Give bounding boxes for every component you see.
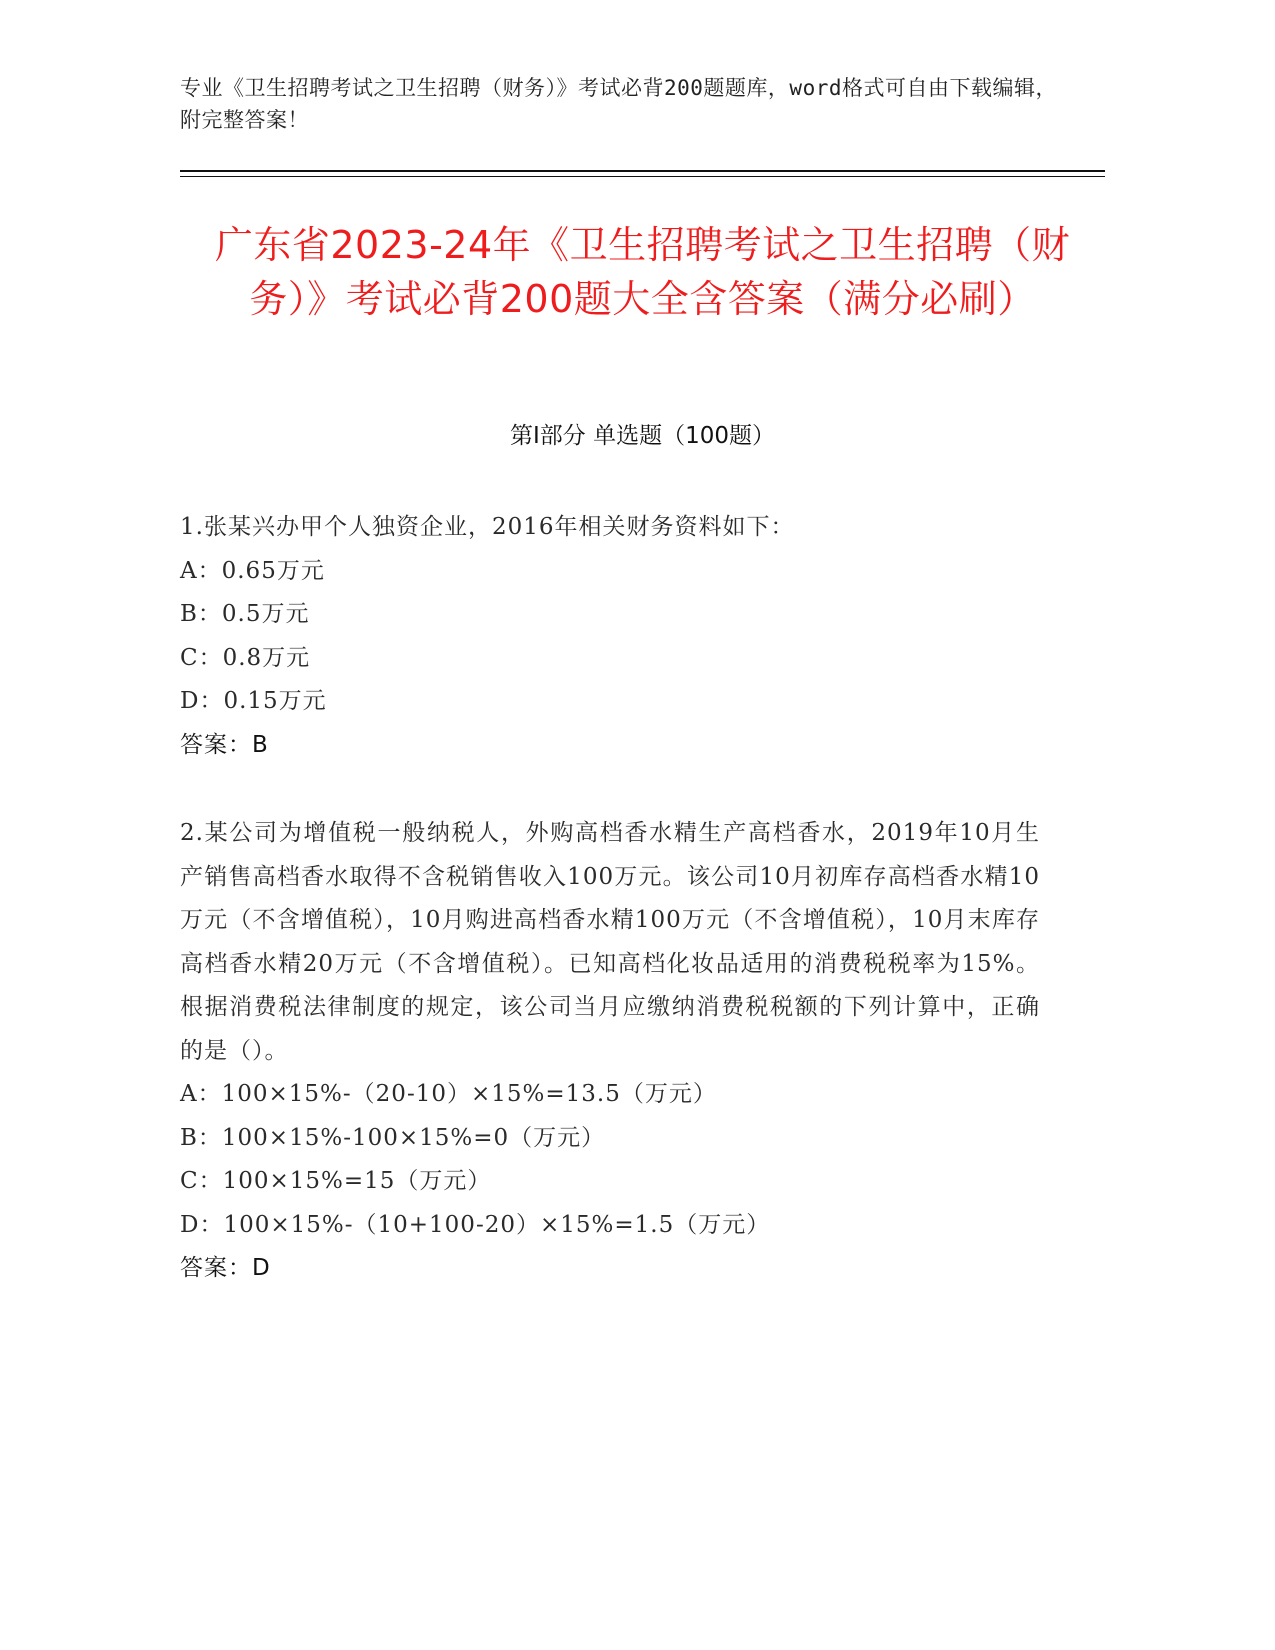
answer-line: 答案：D <box>180 1255 271 1281</box>
option-a: A：100×15%-（20-10）×15%=13.5（万元） <box>180 1081 717 1107</box>
header-divider-thin <box>180 176 1105 177</box>
question-stem: 1.张某兴办甲个人独资企业，2016年相关财务资料如下： <box>180 514 795 540</box>
answer-line: 答案：B <box>180 731 269 758</box>
header-divider-thick <box>180 170 1105 172</box>
option-c: C：100×15%=15（万元） <box>180 1168 492 1194</box>
section-heading: 第I部分 单选题（100题） <box>510 423 775 449</box>
question-stem: 2.某公司为增值税一般纳税人，外购高档香水精生产高档香水，2019年10月生产销售高档香水取得不含税销售收入100万元。该公司10月初库存高档香水精10万元（不含增值税），10月购进高档香水精100万元（不含增值税），10月末库存高档香水精20万元（不含增值税）。已知高档化妆品适用的消费税税率为15%。根据消费税法律制度的规定，该公司当月应缴纳消费税税额的下列计算中，正确的是（）。 <box>180 820 1040 1064</box>
option-b: B：100×15%-100×15%=0（万元） <box>180 1124 606 1151</box>
document-title: 广东省2023-24年《卫生招聘考试之卫生招聘（财务）》考试必背200题大全含答案（满分必刷） <box>214 223 1071 321</box>
question-2 <box>180 812 1040 1291</box>
option-d: D：0.15万元 <box>180 688 327 714</box>
option-b: B：0.5万元 <box>180 601 310 627</box>
header-note: 专业《卫生招聘考试之卫生招聘（财务）》考试必背200题题库，word格式可自由下载编辑，附完整答案！ <box>180 76 1057 132</box>
option-c: C：0.8万元 <box>180 644 311 671</box>
option-a: A：0.65万元 <box>180 557 325 584</box>
option-d: D：100×15%-（10+100-20）×15%=1.5（万元） <box>180 1211 771 1238</box>
question-1 <box>180 506 1040 767</box>
